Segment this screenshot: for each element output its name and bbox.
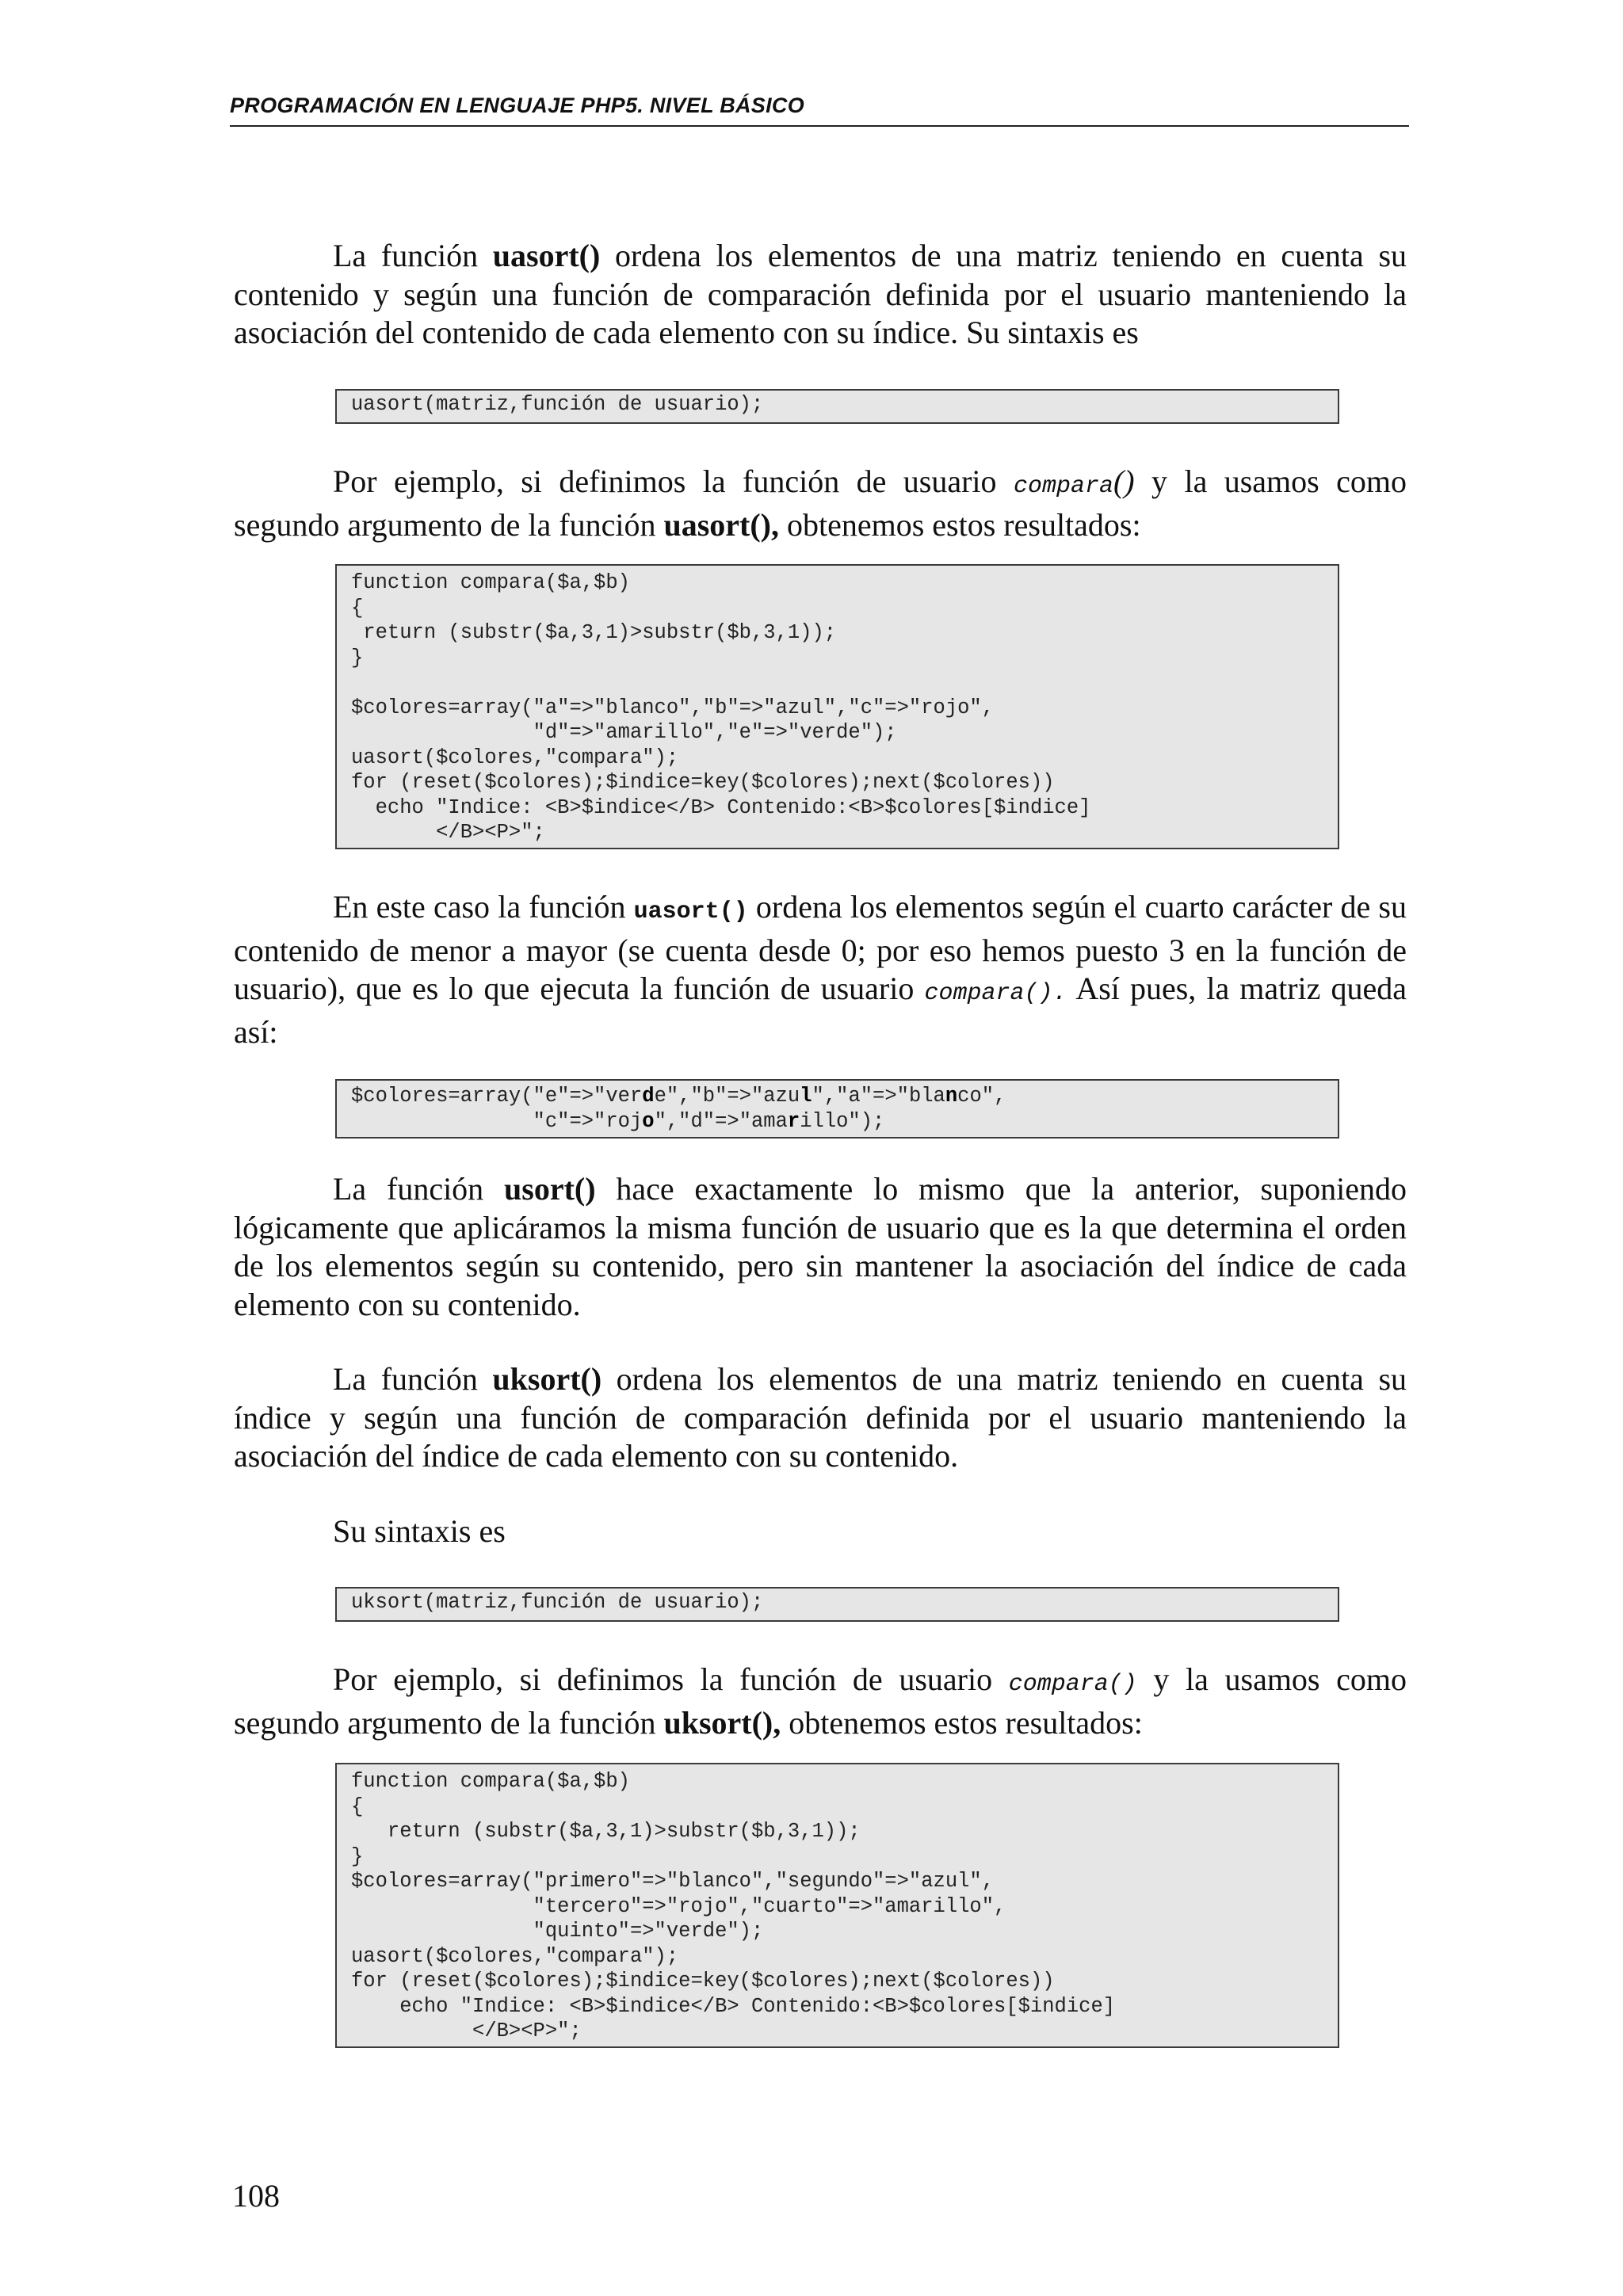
paragraph-uasort-example — [234, 463, 1407, 544]
text: y la usamos como segundo argumento de la función — [234, 463, 1407, 543]
text: La función — [333, 238, 493, 273]
code-line: uksort(matriz,función de usuario); — [351, 1591, 764, 1614]
function-name: uksort() — [492, 1361, 602, 1397]
code-line: function compara($a,$b) — [351, 571, 630, 594]
paragraph-usort — [234, 1170, 1407, 1324]
text: Por ejemplo, si definimos la función de usuario — [333, 463, 1014, 499]
code-line: for (reset($colores);$indice=key($colores);next($colores)) — [351, 771, 1055, 794]
function-name: usort() — [504, 1171, 596, 1207]
code-line: { — [351, 596, 364, 620]
code-block-uasort-example — [335, 564, 1339, 849]
code-line: return (substr($a,3,1)>substr($b,3,1)); — [351, 621, 837, 644]
text: y la usamos como segundo argumento de la función — [234, 1661, 1407, 1741]
function-name: uksort(), — [663, 1704, 781, 1741]
code-line: return (substr($a,3,1)>substr($b,3,1)); — [351, 1820, 861, 1843]
code-line: function compara($a,$b) — [351, 1770, 630, 1793]
text: Su sintaxis es — [333, 1513, 506, 1549]
code-text: illo"); — [800, 1109, 885, 1133]
function-name-code: uasort() — [633, 898, 748, 925]
paragraph-uksort — [234, 1360, 1407, 1476]
paragraph-syntax-label — [234, 1512, 1407, 1551]
function-name: uasort(), — [663, 506, 779, 543]
code-line: } — [351, 646, 364, 669]
code-line: "d"=>"amarillo","e"=>"verde"); — [351, 721, 897, 744]
code-line — [351, 1109, 1323, 1135]
text: La función — [333, 1361, 493, 1397]
code-line: echo "Indice: <B>$indice</B> Contenido:<B>$colores[$indice] — [351, 795, 1091, 819]
code-text: $colores=array("e"=>"ver — [351, 1085, 643, 1108]
code-line: $colores=array("primero"=>"blanco","segundo"=>"azul", — [351, 1870, 995, 1893]
text: obtenemos estos resultados: — [779, 506, 1141, 543]
code-text: co", — [957, 1085, 1006, 1108]
code-block-uasort-syntax — [335, 389, 1339, 424]
text: En este caso la función — [333, 889, 634, 925]
code-block-uksort-syntax — [335, 1587, 1339, 1622]
function-name-code: compara(). — [924, 980, 1067, 1007]
highlighted-char: l — [800, 1085, 812, 1108]
running-header: PROGRAMACIÓN EN LENGUAJE PHP5. NIVEL BÁSICO — [230, 93, 804, 117]
code-line: uasort(matriz,función de usuario); — [351, 393, 764, 416]
code-text: e","b"=>"azu — [654, 1085, 800, 1108]
code-line: echo "Indice: <B>$indice</B> Contenido:<B>$colores[$indice] — [351, 1994, 1116, 2018]
code-line: "quinto"=>"verde"); — [351, 1920, 764, 1943]
code-line: for (reset($colores);$indice=key($colores);next($colores)) — [351, 1970, 1055, 1993]
code-line: { — [351, 1794, 364, 1818]
code-text: ","a"=>"bla — [812, 1085, 945, 1108]
function-name: uasort() — [492, 238, 601, 273]
code-line — [351, 1084, 1323, 1109]
code-line: uasort($colores,"compara"); — [351, 746, 679, 769]
code-line — [351, 670, 1323, 696]
function-parens: () — [1113, 463, 1135, 499]
paragraph-uasort-intro — [234, 237, 1407, 353]
text: ordena los elementos según el cuarto carácter de su contenido de menor a mayor (se cuenta desde 0; por eso hemos puesto 3 en la función de usuario), que es lo que ejecuta la función de usuario — [234, 889, 1407, 1006]
paragraph-uasort-explanation — [234, 888, 1407, 1051]
page-number: 108 — [232, 2178, 280, 2214]
text: La función — [333, 1171, 504, 1207]
code-line: uasort($colores,"compara"); — [351, 1944, 679, 1968]
code-line: } — [351, 1844, 364, 1868]
highlighted-char: o — [642, 1109, 655, 1133]
code-line: $colores=array("a"=>"blanco","b"=>"azul","c"=>"rojo", — [351, 696, 995, 719]
code-line: "tercero"=>"rojo","cuarto"=>"amarillo", — [351, 1894, 1006, 1918]
code-block-uksort-example — [335, 1763, 1339, 2048]
paragraph-uksort-example — [234, 1661, 1407, 1742]
code-block-sorted-result — [335, 1079, 1339, 1138]
highlighted-char: r — [787, 1109, 800, 1133]
highlighted-char: n — [945, 1085, 958, 1108]
code-line: </B><P>"; — [351, 821, 545, 844]
code-text: "c"=>"roj — [351, 1109, 643, 1133]
text: hace exactamente lo mismo que la anterior, suponiendo lógicamente que aplicáramos la misma función de usuario que es la que determina el orden de los elementos según su contenido, pero sin mantener la asociación del índice de cada elemento con su contenido. — [234, 1171, 1407, 1322]
text: ordena los elementos de una matriz teniendo en cuenta su contenido y según una función de comparación definida por el usuario manteniendo la asociación del contenido de cada elemento con su índice. Su sintaxis es — [234, 238, 1407, 350]
text: Así pues, la matriz queda así: — [234, 971, 1407, 1050]
header-rule — [230, 125, 1409, 127]
code-line: </B><P>"; — [351, 2019, 582, 2042]
text: Por ejemplo, si definimos la función de usuario — [333, 1661, 1009, 1697]
function-name-code: compara() — [1008, 1671, 1137, 1698]
text: ordena los elementos de una matriz teniendo en cuenta su índice y según una función de comparación definida por el usuario manteniendo la asociación del índice de cada elemento con su contenido. — [234, 1361, 1407, 1474]
function-name-code: compara — [1013, 473, 1113, 500]
code-text: ","d"=>"ama — [654, 1109, 788, 1133]
highlighted-char: d — [642, 1085, 655, 1108]
text: obtenemos estos resultados: — [781, 1704, 1143, 1741]
